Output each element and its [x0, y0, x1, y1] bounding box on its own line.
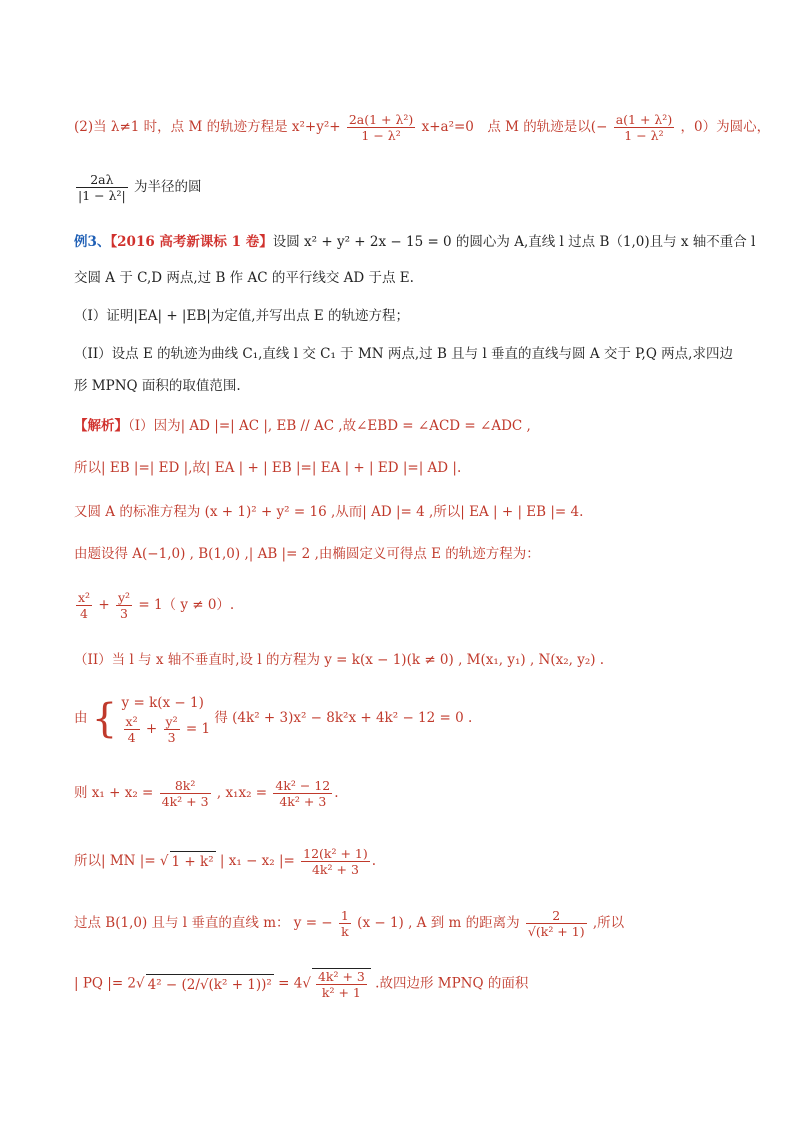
solution-s1: （I）因为| AD |=| AC |, EB // AC ,故∠EBD = ∠ACD = ∠ADC ,: [128, 418, 531, 434]
solution-s11-prefix: | PQ |= 2: [74, 975, 137, 992]
solution-line-7: [74, 692, 472, 745]
solution-s11-mid: = 4: [278, 975, 303, 992]
solution-s6: （II）当 l 与 x 轴不垂直时,设 l 的方程为 y = k(x − 1)(k ≠ 0) , M(x₁, y₁) , N(x₂, y₂) .: [74, 652, 605, 668]
ellipse-y-fraction: $\frac{\text{y²}}{3}$: [117, 590, 131, 621]
solution-line-10: [74, 908, 624, 939]
example-label: 例3、: [74, 234, 111, 250]
example-line-2: [74, 268, 414, 288]
solution-s9-prefix: 所以| MN |=: [74, 853, 160, 869]
solution-line-9: 所以| MN |= √ 1 + k² | x₁ − x₂ |= $\frac{\text{12(k² + 1)}}{\text{4k² + 3}}$ .: [74, 846, 377, 877]
example-source: 【2016 高考新课标 1 卷】: [110, 234, 273, 250]
solution-s10-tail: ,所以: [592, 915, 625, 931]
solution-s11-tail: .故四边形 MPNQ 的面积: [375, 975, 529, 992]
solution-line-11: | PQ |= 2√ 4² − (2/√(k² + 1))² = 4√ $\frac{\text{4k² + 3}}{\text{k² + 1}}$ .故四边形 MPNQ 的面积: [74, 969, 529, 1000]
mn-fraction: $\frac{\text{12(k² + 1)}}{\text{4k² + 3}}$: [303, 846, 368, 877]
question-1-text: （I）证明|EA| + |EB|为定值,并写出点 E 的轨迹方程；: [74, 308, 410, 324]
solution-s3: 又圆 A 的标准方程为 (x + 1)² + y² = 16 ,从而| AD |= 4 ,所以| EA | + | EB |= 4.: [74, 504, 584, 520]
part2-line: [74, 112, 770, 143]
system-row-1: y = k(x − 1): [121, 695, 204, 711]
solution-line-5: $\frac{\text{x²}}{4}$ + $\frac{\text{y²}}{3}$ = 1（ y ≠ 0）.: [78, 590, 235, 621]
question-2b-text: 形 MPNQ 面积的取值范围.: [74, 378, 241, 394]
question-2b: [74, 376, 241, 396]
radius-fraction: $\frac{2a\lambda}{\text{|1 − λ²|}}$: [78, 172, 126, 203]
mn-sqrt: 1 + k²: [170, 851, 216, 872]
slope-fraction: $\frac{1}{k}$: [340, 908, 349, 939]
solution-s10-mid: (x − 1) , A 到 m 的距离为: [357, 915, 520, 931]
solution-s7-prefix: 由: [74, 710, 88, 726]
system-row-2: $\frac{\text{x²}}{4}$ + $\frac{\text{y²}}{3}$ = 1: [125, 714, 211, 745]
pq-sqrt-2: $\frac{\text{4k² + 3}}{\text{k² + 1}}$: [312, 968, 371, 1000]
solution-s8-mid: , x₁x₂ =: [216, 785, 272, 801]
radius-suffix: 为半径的圆: [134, 179, 202, 195]
part2-suffix: ，0）为圆心，: [680, 119, 771, 135]
sum-fraction: $\frac{\text{8k²}}{\text{4k² + 3}}$: [161, 778, 209, 809]
solution-line-3: [74, 502, 583, 522]
solution-tag: 【解析】: [74, 418, 128, 434]
question-2a-text: （II）设点 E 的轨迹为曲线 C₁,直线 l 交 C₁ 于 MN 两点,过 B 且与 l 垂直的直线与圆 A 交于 P,Q 两点,求四边: [74, 346, 733, 362]
pq-sqrt: 4² − (2/√(k² + 1))²: [146, 974, 274, 995]
solution-s10-prefix: 过点 B(1,0) 且与 l 垂直的直线 m： y = −: [74, 915, 333, 931]
example-text-1: 设圆 x² + y² + 2x − 15 = 0 的圆心为 A,直线 l 过点 B（1,0)且与 x 轴不重合 l: [272, 234, 756, 250]
solution-line-4: [74, 544, 540, 564]
solution-s2: 所以| EB |=| ED |,故| EA | + | EB |=| EA | + | ED |=| AD |.: [74, 460, 462, 476]
ellipse-x-fraction: $\frac{\text{x²}}{4}$: [78, 590, 91, 621]
question-1: [74, 306, 409, 326]
solution-s9-mid: | x₁ − x₂ |=: [219, 853, 300, 869]
radius-line: [74, 172, 202, 203]
solution-line-1: [74, 416, 531, 436]
solution-s5-tail: = 1（ y ≠ 0）.: [138, 597, 235, 613]
solution-s8-prefix: 则 x₁ + x₂ =: [74, 785, 158, 801]
equation-system: [122, 692, 211, 745]
part2-fraction-2: $\frac{\text{a(1 + λ²)}}{\text{1 − λ²}}$: [615, 112, 673, 143]
solution-line-8: 则 x₁ + x₂ = $\frac{\text{8k²}}{\text{4k² + 3}}$ , x₁x₂ = $\frac{\text{4k² − 12}}{\text{4k² + 3}}$ .: [74, 778, 339, 809]
question-2a: [74, 344, 733, 364]
example-text-2: 交圆 A 于 C,D 两点,过 B 作 AC 的平行线交 AD 于点 E.: [74, 270, 414, 286]
solution-line-6: [74, 650, 604, 670]
solution-s4: 由题设得 A(−1,0) , B(1,0) ,| AB |= 2 ,由椭圆定义可得点 E 的轨迹方程为：: [74, 546, 540, 562]
product-fraction: $\frac{\text{4k² − 12}}{\text{4k² + 3}}$: [275, 778, 331, 809]
example-line-1: [74, 232, 755, 252]
part2-fraction-1: $\frac{\text{2a(1 + λ²)}}{\text{1 − λ²}}$: [348, 112, 414, 143]
system-brace: {: [91, 695, 118, 742]
solution-s7-tail: 得 (4k² + 3)x² − 8k²x + 4k² − 12 = 0 .: [214, 710, 473, 726]
part2-prefix: (2)当 λ≠1 时，点 M 的轨迹方程是 x²+y²+: [74, 119, 341, 135]
solution-line-2: [74, 458, 461, 478]
distance-fraction: $\frac{2}{\text{√(k² + 1)}}$: [527, 908, 585, 939]
part2-mid: x+a²=0 点 M 的轨迹是以(−: [421, 119, 608, 135]
